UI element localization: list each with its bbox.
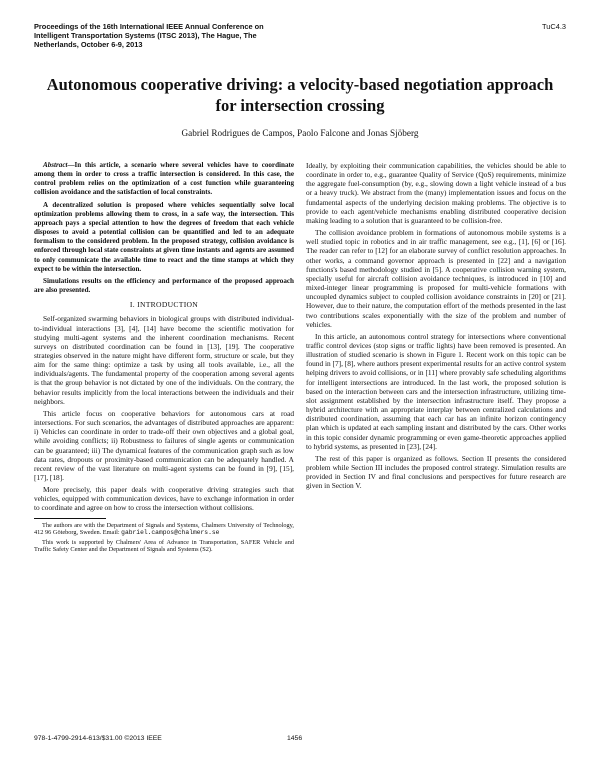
- abstract-p3: Simulations results on the efficiency and performance of the proposed approach are also presented.: [34, 276, 294, 295]
- body-paragraph: The rest of this paper is organized as follows. Section II presents the considered problem while Section III includes the proposed control strategy. Simulation results are provided in Section IV and final conclusions and perspectives for future research are given in Section V.: [306, 453, 566, 491]
- intro-paragraph: Self-organized swarming behaviors in biological groups with distributed individual-to-individual interactions [3], [4], [14] have become the scientific motivation for studying multi-agent systems and the inherent coordination mechanisms. Recent surveys on distributed coordination can be found in [13], [19]. The cooperative strategies observed in the nature might have different form, structure or scale, but they aim for the same thing: optimize a task by using all tools available, i.e., all the individuals/agents. The fundamental property of the cooperation among several agents is that the group behavior is not dictated by one of the individuals. On the contrary, the behavior results implicitly from the local interactions between the individuals and their neighbors.: [34, 314, 294, 406]
- footnote-affiliation-text: The authors are with the Department of Signals and Systems, Chalmers University of Technology, 412 96 Göteborg, Sweden. Email:: [34, 521, 294, 537]
- intro-paragraph: This article focus on cooperative behaviors for autonomous cars at road intersections. For such scenarios, the advantages of distributed approaches are apparent: i) Vehicles can coordinate in order to trade-off their own objectives and a global goal, while avoiding conflicts; ii) Robustness to failures of single agents or communication can be guaranteed; iii) The dynamical features of the communication graph such as low data rates, dropouts or proximity-based communication can be adequately handled. A recent review of the vast literature on multi-agent systems can be found in [9], [15], [17], [18].: [34, 408, 294, 482]
- footnote-affiliation: [34, 522, 294, 537]
- section-heading-introduction: I. INTRODUCTION: [129, 300, 199, 310]
- body-paragraph: Ideally, by exploiting their communication capabilities, the vehicles should be able to coordinate in order to, e.g., guarantee Quality of Service (QoS) requirements, minimize the aggregate fuel-consumption (by, e.g., slowing down a light vehicle instead of a bus or a heavy truck). We abstract from the (many) implementation issues and focus on the fundamental aspects of the underlying decision making problems. The objective is to provide to each agent/vehicle mechanisms enabling distributed cooperative decision making leading to a solution that is guaranteed to be collision-free.: [306, 161, 566, 225]
- session-code: TuC4.3: [542, 22, 566, 31]
- page-number: 1456: [287, 735, 303, 742]
- conference-header: Proceedings of the 16th International IEEE Annual Conference on Intelligent Transportation Systems (ITSC 2013), The Hague, The Netherlands, October 6-9, 2013: [34, 22, 264, 49]
- abstract-text: In this article, a scenario where several vehicles have to coordinate among them in order to cross a traffic intersection is considered. In this case, the control problem relies on the optimization of a cost function while guaranteeing collision avoidance and the satisfaction of local constraints.: [34, 161, 294, 197]
- abstract-label: Abstract: [43, 161, 68, 169]
- paper-title: Autonomous cooperative driving: a velocity-based negotiation approach for intersection crossing: [46, 75, 554, 115]
- footnote-funding: This work is supported by Chalmers' Area of Advance in Transportation, SAFER Vehicle and Traffic Safety Center and the Department of Signals and Systems (S2).: [34, 538, 294, 554]
- left-column: [34, 161, 294, 556]
- abstract-p1: Abstract—In this article, a scenario where several vehicles have to coordinate among them in order to cross a traffic intersection is considered. In this case, the control problem relies on the optimization of a cost function while guaranteeing collision avoidance and the satisfaction of local constraints.: [34, 161, 294, 197]
- body-paragraph: In this article, an autonomous control strategy for intersections where conventional traffic control devices (stop signs or traffic lights) have been removed is presented. An illustration of studied scenario is shown in Figure 1. Recent work on this topic can be found in [7], [8], where authors present experimental results for an active control system helping drivers to avoid collisions, or in [11] where provably safe scheduling algorithms for intelligent intersections are introduced. In the last work, the proposed solution is based on the interaction between cars and the intersection infrastructure, utilizing time-slot assignment established by the intersection infrastructure itself. They propose a hybrid architecture with an appropriate interplay between centralized calculations and distributed coordination, assuming that each car has an infinite horizon contingency plan which is updated at each sampling instant and distributed by the cars. Other works in this topic consider dynamic programming or even game-theoretic approaches applied to hybrid systems, as presented in [23], [24].: [306, 331, 567, 451]
- abstract-p2: A decentralized solution is proposed where vehicles sequentially solve local optimization problems allowing them to cross, in a safe way, the intersection. This approach pays a special attention to how the degrees of freedom that each vehicle disposes to avoid a potential collision can be quantified and led to an adequate formalism to the considered problem. In the proposed strategy, collision avoidance is enforced through local state constraints at given time instants and agents are assumed to only communicate the available time to react and the time stamps at which they expect to be within the intersection.: [34, 200, 294, 273]
- intro-paragraph: More precisely, this paper deals with cooperative driving strategies such that vehicles, equipped with communication devices, have to exchange information in order to coordinate and agree on how to cross the intersection without collisions.: [34, 485, 294, 513]
- isbn-copyright: 978-1-4799-2914-613/$31.00 ©2013 IEEE: [34, 735, 162, 742]
- right-column: [306, 161, 566, 493]
- author-list: Gabriel Rodrigues de Campos, Paolo Falcone and Jonas Sjöberg: [181, 128, 419, 138]
- footnote-divider: [34, 518, 106, 519]
- body-paragraph: The collision avoidance problem in formations of autonomous mobile systems is a well studied topic in robotics and in air traffic management, see e.g., [1], [6] or [16]. The reader can refer to [12] for an elaborate survey of conflict resolution approaches. In other works, a command governor approach is presented in [22] and a navigation functions's based methodology studied in [5]. A cooperative collision warning system, specially useful for aircraft collision avoidance techniques, is introduced in [10] and mixed-integer linear programming is proposed for multi-vehicle formations with uncoupled dynamics subject to coupled collision avoidance constraints in [20] or [21]. However, due to their nature, the computation effort of the methods presented in the last two contributions scales exponentially with the size of the problem and number of vehicles.: [306, 228, 566, 329]
- author-email: gabriel.campos@chalmers.se: [121, 529, 220, 537]
